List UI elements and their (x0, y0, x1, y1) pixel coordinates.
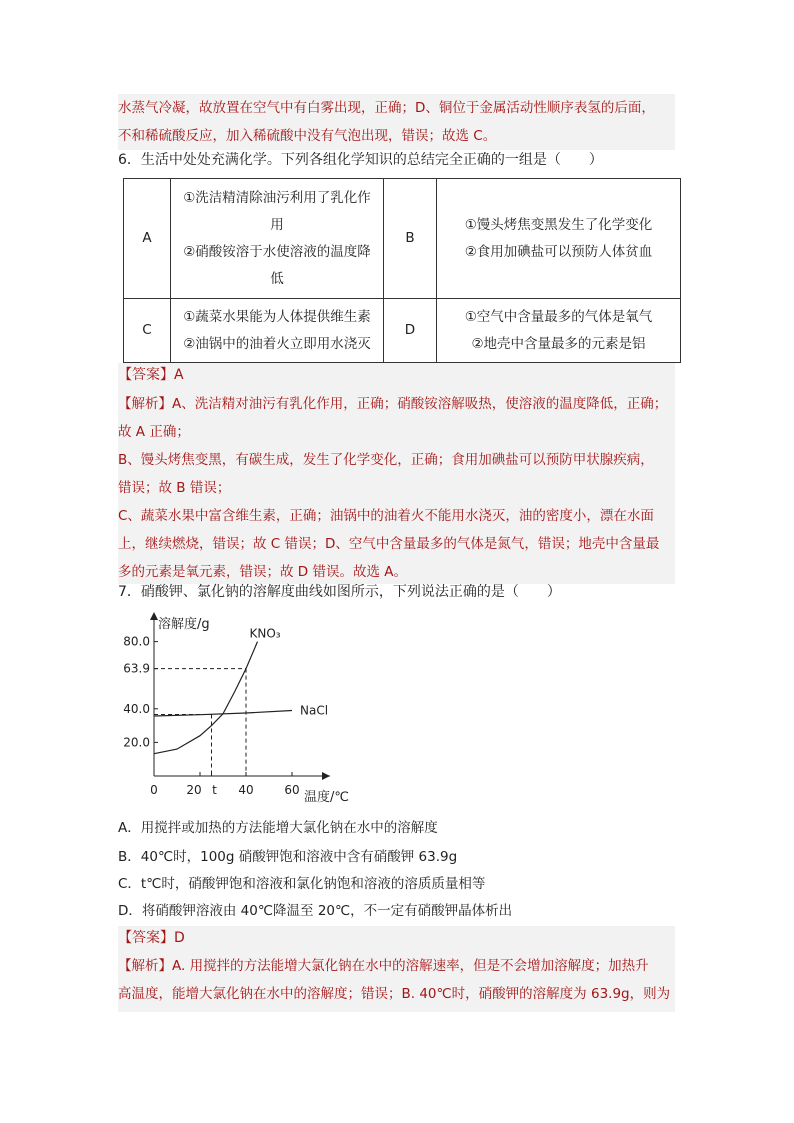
option-b-text: ①馒头烤焦变黑发生了化学变化 ②食用加碘盐可以预防人体贫血 (437, 179, 681, 299)
x-tick-label: 20 (186, 783, 202, 797)
y-tick-label: 80.0 (123, 634, 150, 649)
analysis-line: C、蔬菜水果中富含维生素，正确；油锅中的油着火不能用水浇灭，油的密度小，漂在水面 (118, 508, 654, 524)
option-key-d: D (384, 299, 437, 363)
series-label: NaCl (300, 703, 329, 718)
y-axis-arrow (150, 612, 158, 620)
question-7-option-b: B．40℃时，100g 硝酸钾饱和溶液中含有硝酸钾 63.9g (118, 849, 458, 865)
option-key-a: A (124, 179, 171, 299)
y-tick-label: 40.0 (123, 701, 150, 716)
question-7-analysis (118, 950, 675, 1012)
question-7-stem: 7．硝酸钾、氯化钠的溶解度曲线如图所示，下列说法正确的是（ ） (118, 584, 561, 600)
option-a-text: ①洗洁精清除油污利用了乳化作 用 ②硝酸铵溶于水使溶液的温度降 低 (171, 179, 384, 299)
x-tick-label: 0 (150, 783, 158, 797)
option-key-c: C (124, 299, 171, 363)
question-7-option-d: D．将硝酸钾溶液由 40℃降温至 20℃，不一定有硝酸钾晶体析出 (118, 903, 513, 919)
x-tick-label: 40 (238, 783, 254, 797)
option-key-b: B (384, 179, 437, 299)
x-axis-label: 温度/℃ (304, 790, 349, 805)
analysis-line: 故 A 正确； (118, 424, 190, 440)
question-6-analysis (118, 387, 675, 584)
question-7-answer: 【答案】D (118, 926, 675, 950)
question-6-answer: 【答案】A (118, 363, 675, 387)
question-6-options-table (123, 178, 681, 363)
y-tick-label: 63.9 (123, 661, 150, 676)
analysis-line: 【解析】A、洗洁精对油污有乳化作用，正确；硝酸铵溶解吸热，使溶液的温度降低，正确； (118, 396, 668, 412)
series-line-nacl (154, 711, 292, 717)
series-label: KNO₃ (249, 626, 281, 641)
y-tick-label: 20.0 (123, 735, 150, 750)
analysis-line: 【解析】A. 用搅拌的方法能增大氯化钠在水中的溶解速率，但是不会增加溶解度；加热升 (118, 958, 649, 974)
analysis-line: 不和稀硫酸反应，加入稀硫酸中没有气泡出现，错误；故选 C。 (118, 128, 497, 144)
previous-analysis (118, 94, 675, 150)
series-line-kno3 (154, 642, 258, 754)
x-tick-label: t (212, 783, 217, 797)
option-c-text: ①蔬菜水果能为人体提供维生素 ②油锅中的油着火立即用水浇灭 (171, 299, 384, 363)
question-7-option-c: C．t℃时，硝酸钾饱和溶液和氯化钠饱和溶液的溶质质量相等 (118, 876, 486, 892)
analysis-line: 高温度，能增大氯化钠在水中的溶解度；错误；B. 40℃时，硝酸钾的溶解度为 63.9g，则为 (118, 986, 671, 1002)
question-7-option-a: A．用搅拌或加热的方法能增大氯化钠在水中的溶解度 (118, 820, 438, 836)
analysis-line: 水蒸气冷凝，故放置在空气中有白雾出现，正确；D、铜位于金属活动性顺序表氢的后面， (118, 100, 655, 116)
solubility-chart (118, 608, 378, 808)
option-d-text: ①空气中含量最多的气体是氧气 ②地壳中含量最多的元素是铝 (437, 299, 681, 363)
y-axis-label: 溶解度/g (158, 617, 210, 632)
analysis-line: 多的元素是氧元素，错误；故 D 错误。故选 A。 (118, 564, 408, 580)
analysis-line: B、馒头烤焦变黑，有碳生成，发生了化学变化，正确；食用加碘盐可以预防甲状腺疾病， (118, 452, 654, 468)
x-axis-arrow (322, 772, 330, 780)
analysis-line: 上，继续燃烧，错误；故 C 错误；D、空气中含量最多的气体是氮气，错误；地壳中含量最 (118, 536, 660, 552)
x-tick-label: 60 (284, 783, 300, 797)
question-6-stem: 6．生活中处处充满化学。下列各组化学知识的总结完全正确的一组是（ ） (118, 152, 603, 168)
analysis-line: 错误；故 B 错误； (118, 480, 231, 496)
